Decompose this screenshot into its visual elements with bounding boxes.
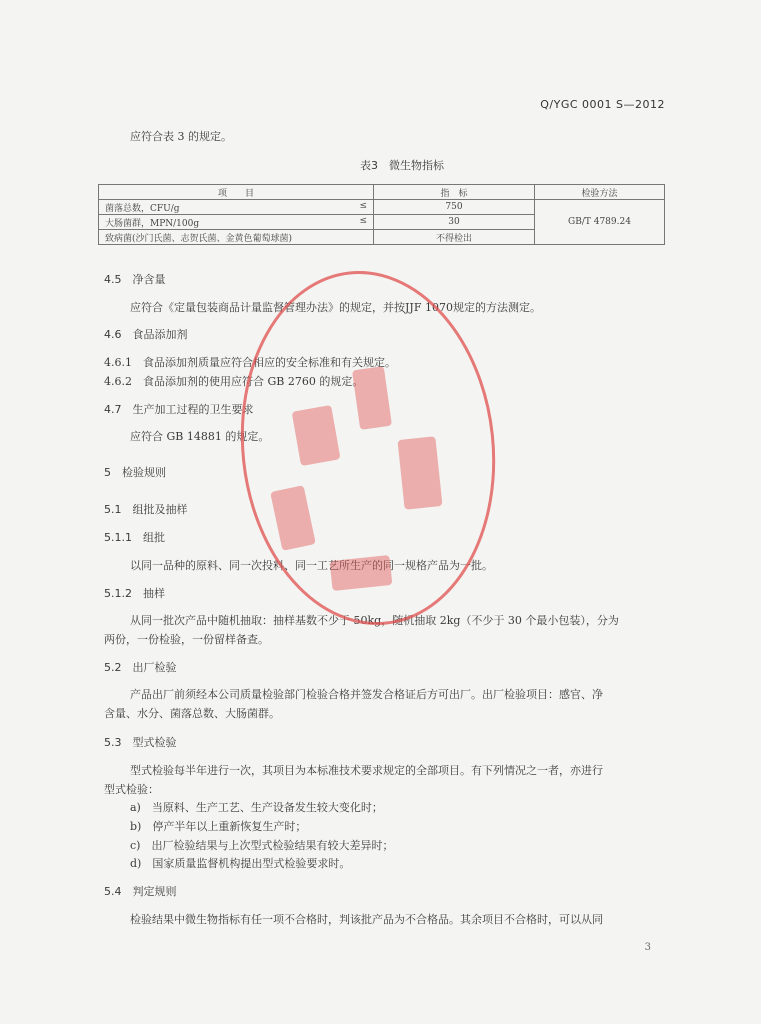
clause: 4.6.1 食品添加剂质量应符合相应的安全标准和有关规定。 <box>104 356 396 369</box>
paragraph: 产品出厂前须经本公司质量检验部门检验合格并签发合格证后方可出厂。出厂检验项目：感官、净 <box>130 688 603 701</box>
paragraph: 从同一批次产品中随机抽取：抽样基数不少于 50kg，随机抽取 2kg（不少于 30 个最小包装），分为 <box>130 614 619 627</box>
row-item: 致病菌(沙门氏菌、志贺氏菌、金黄色葡萄球菌) <box>99 230 374 245</box>
row-op: ≤ <box>359 215 367 226</box>
list-item: b) 停产半年以上重新恢复生产时； <box>130 820 307 833</box>
row-item: 大肠菌群，MPN/100g ≤ <box>99 215 374 230</box>
section-heading: 4.5 净含量 <box>104 273 166 286</box>
row-value: 不得检出 <box>374 230 535 245</box>
list-item: d) 国家质量监督机构提出型式检验要求时。 <box>130 857 351 870</box>
standard-number: Q/YGC 0001 S—2012 <box>540 98 665 111</box>
table-caption: 表3 微生物指标 <box>360 159 444 172</box>
row-op: ≤ <box>359 200 367 211</box>
row-value: 30 <box>374 215 535 230</box>
section-heading: 5 检验规则 <box>104 466 166 479</box>
section-heading: 5.1 组批及抽样 <box>104 503 188 516</box>
header-index: 指 标 <box>374 185 535 200</box>
paragraph: 应符合《定量包装商品计量监督管理办法》的规定，并按JJF 1070规定的方法测定。 <box>130 301 541 314</box>
row-value: 750 <box>374 200 535 215</box>
intro-text: 应符合表 3 的规定。 <box>130 130 232 143</box>
row-item: 菌落总数，CFU/g ≤ <box>99 200 374 215</box>
paragraph: 型式检验每半年进行一次，其项目为本标准技术要求规定的全部项目。有下列情况之一者，亦进行 <box>130 764 603 777</box>
section-heading: 4.6 食品添加剂 <box>104 328 188 341</box>
microbial-table <box>98 184 665 245</box>
table-header-row <box>99 185 665 200</box>
list-item: c) 出厂检验结果与上次型式检验结果有较大差异时； <box>130 839 394 852</box>
method-cell: GB/T 4789.24 <box>535 200 665 245</box>
paragraph: 检验结果中微生物指标有任一项不合格时，判该批产品为不合格品。其余项目不合格时，可以从同 <box>130 913 603 926</box>
paragraph: 型式检验： <box>104 783 159 796</box>
section-heading: 5.1.2 抽样 <box>104 587 165 600</box>
section-heading: 4.7 生产加工过程的卫生要求 <box>104 403 254 416</box>
paragraph: 应符合 GB 14881 的规定。 <box>130 430 270 443</box>
section-heading: 5.4 判定规则 <box>104 885 177 898</box>
list-item: a) 当原料、生产工艺、生产设备发生较大变化时； <box>130 801 383 814</box>
header-method: 检验方法 <box>535 185 665 200</box>
header-item: 项 目 <box>99 185 374 200</box>
table-row <box>99 200 665 215</box>
paragraph: 含量、水分、菌落总数、大肠菌群。 <box>104 707 280 720</box>
paragraph: 以同一品种的原料、同一次投料、同一工艺所生产的同一规格产品为一批。 <box>130 559 493 572</box>
page-number: 3 <box>644 942 651 953</box>
section-heading: 5.3 型式检验 <box>104 736 177 749</box>
section-heading: 5.2 出厂检验 <box>104 661 177 674</box>
section-heading: 5.1.1 组批 <box>104 531 165 544</box>
clause: 4.6.2 食品添加剂的使用应符合 GB 2760 的规定。 <box>104 375 364 388</box>
paragraph: 两份，一份检验，一份留样备查。 <box>104 633 269 646</box>
